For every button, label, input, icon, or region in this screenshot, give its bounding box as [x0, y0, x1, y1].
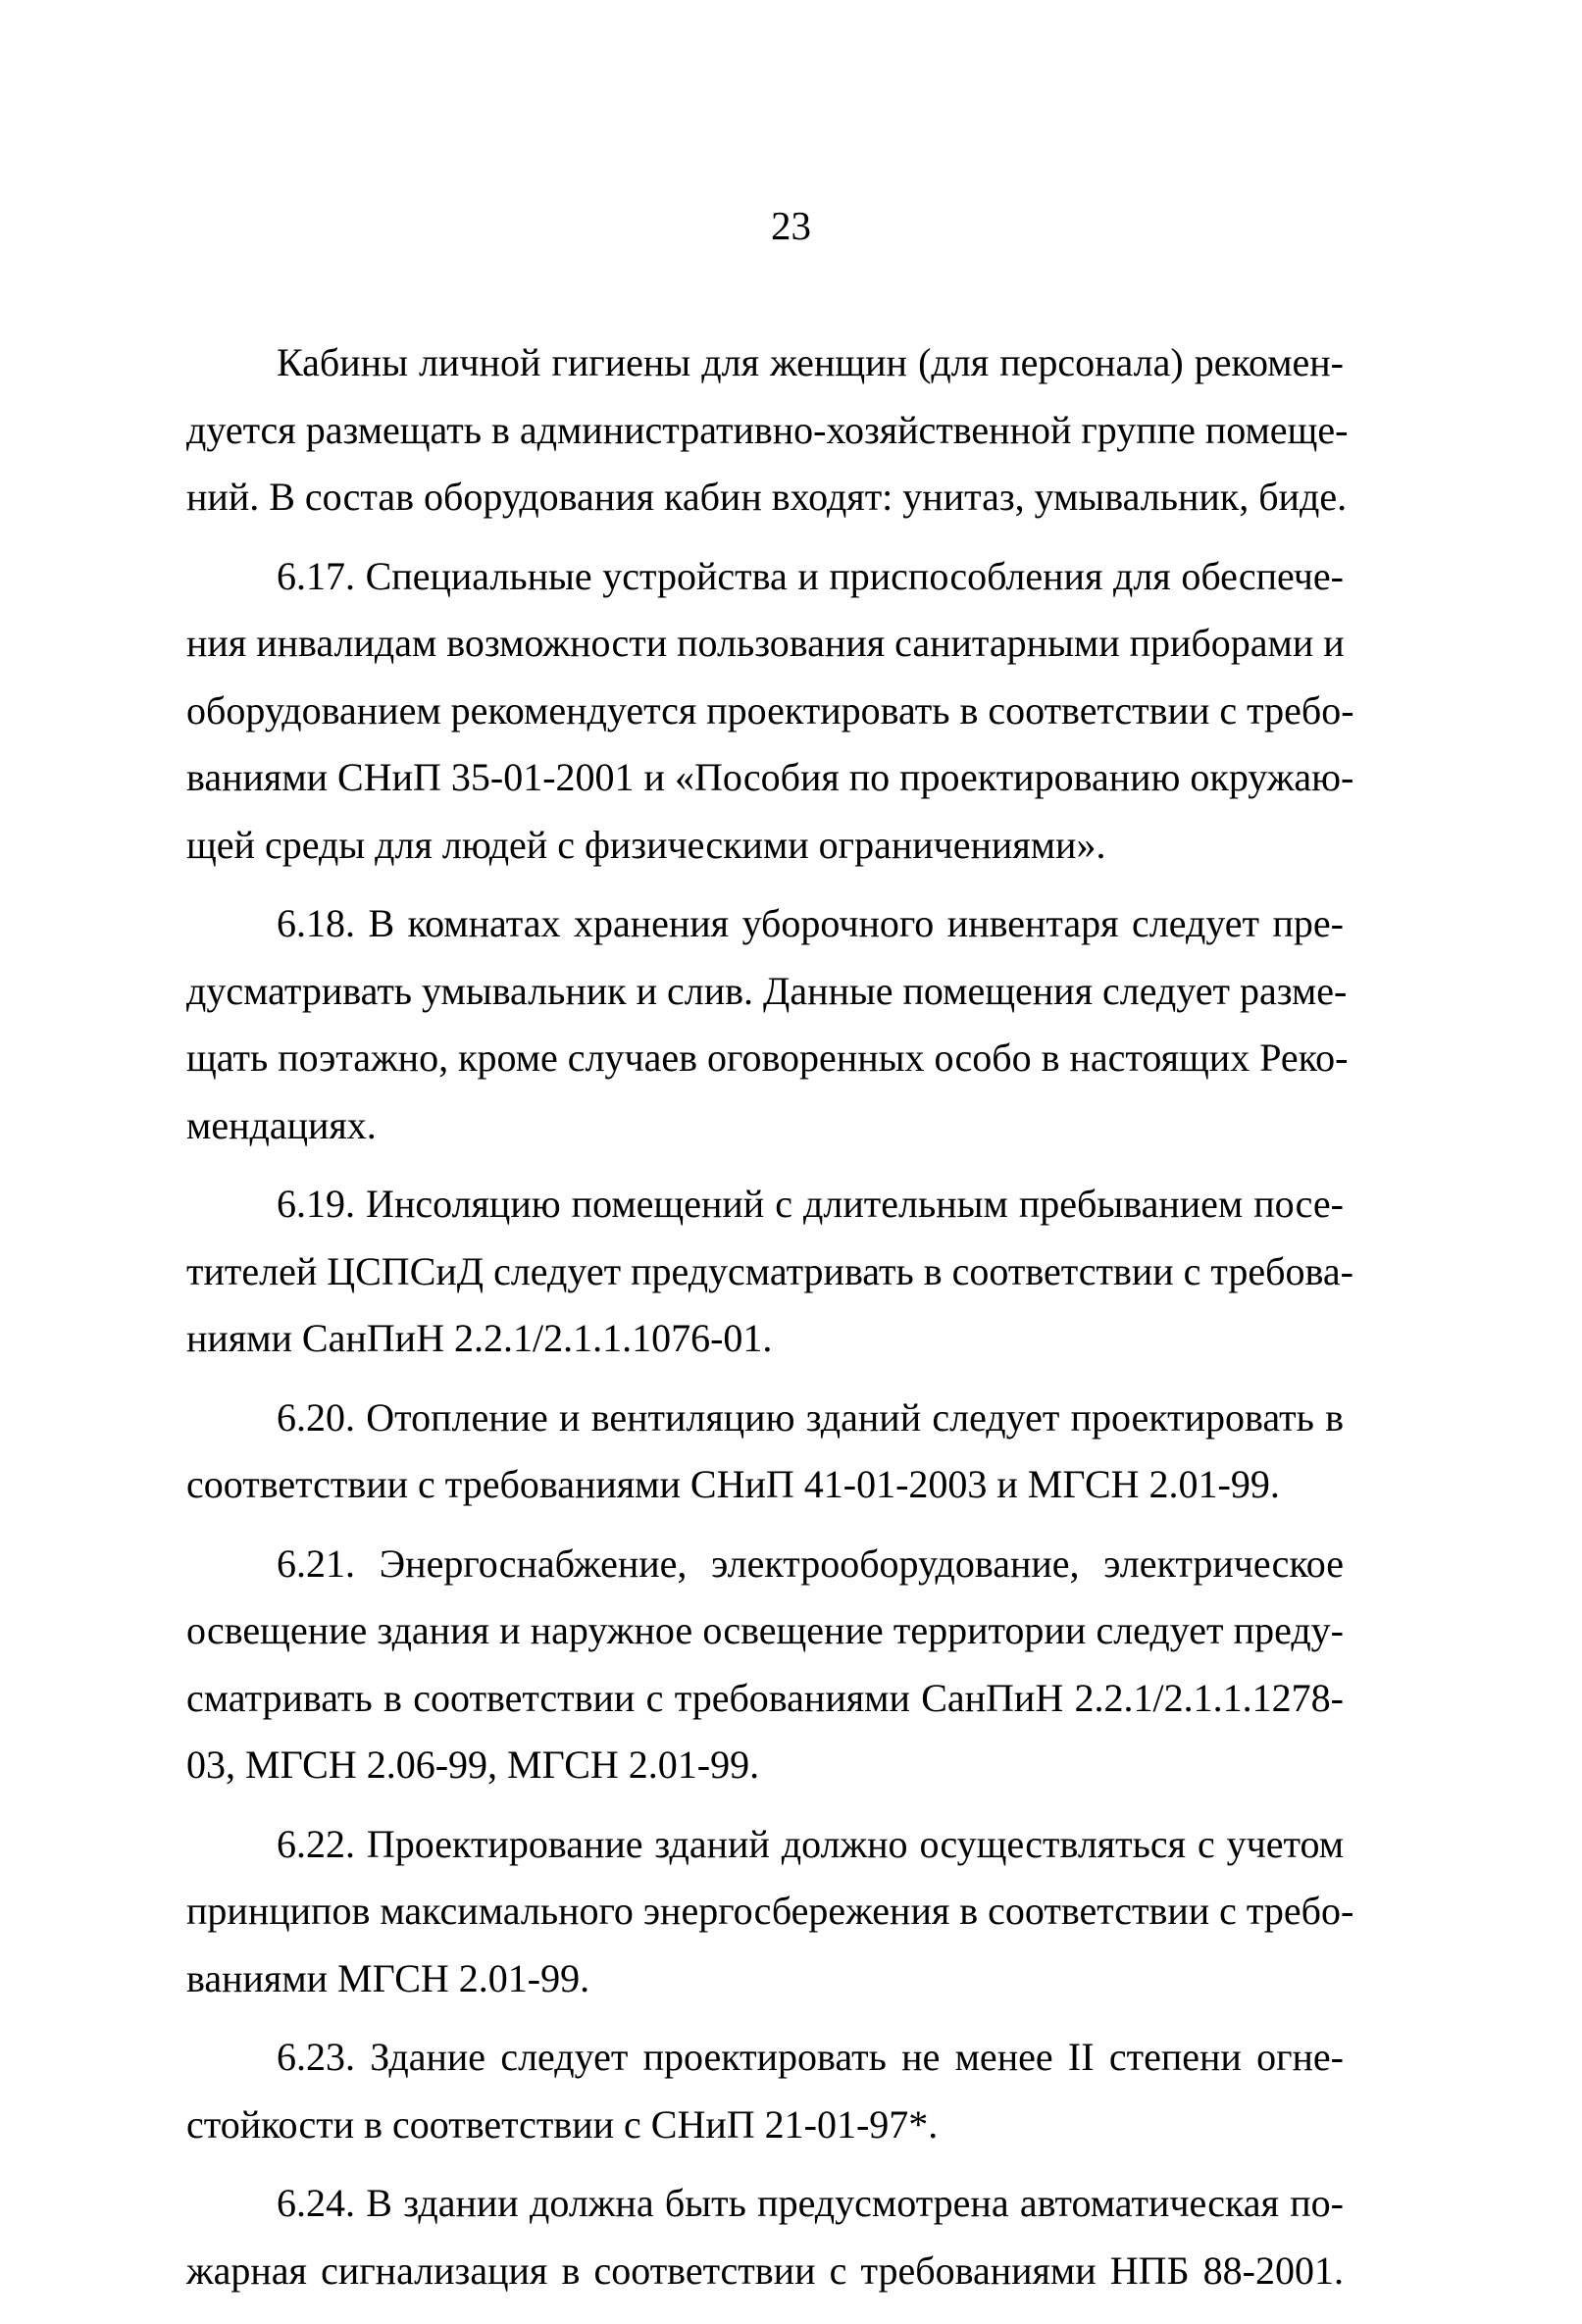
text-line: Кабины личной гигиены для женщин (для персонала) рекомен-	[277, 340, 1344, 384]
text-line: 03, МГСН 2.06-99, МГСН 2.01-99.	[186, 1743, 760, 1787]
paragraph-6-18	[186, 890, 1349, 1159]
text-line: 6.22. Проектирование зданий должно осуществляться с учетом	[277, 1821, 1344, 1866]
page-number: 23	[771, 203, 811, 248]
text-line: 6.19. Инсоляцию помещений с длительным пребыванием посе-	[277, 1182, 1344, 1226]
text-line: щать поэтажно, кроме случаев оговоренных особо в настоящих Реко-	[186, 1036, 1349, 1080]
paragraph-6-21	[186, 1531, 1344, 1799]
text-line: 6.18. В комнатах хранения уборочного инвентаря следует пре-	[277, 901, 1344, 945]
text-line: тителей ЦСПСиД следует предусматривать в соответствии с требова-	[186, 1248, 1353, 1293]
paragraph-6-22	[186, 1811, 1354, 2013]
text-line: соответствии с требованиями СНиП 41-01-2003 и МГСН 2.01-99.	[186, 1462, 1280, 1506]
document-body	[186, 329, 1354, 2316]
paragraph-6-23	[186, 2024, 1344, 2158]
text-line: принципов максимального энергосбережения в соответствии с требо-	[186, 1889, 1354, 1933]
text-line: освещение здания и наружное освещение территории следует преду-	[186, 1608, 1344, 1652]
text-line: жарная сигнализация в соответствии с требованиями НПБ 88-2001.	[186, 2248, 1344, 2293]
paragraph-6-19	[186, 1171, 1353, 1373]
paragraph-6-24	[186, 2170, 1344, 2304]
paragraph-6-17	[186, 543, 1354, 880]
text-line: оборудованием рекомендуется проектировать в соответствии с требо-	[186, 687, 1354, 733]
text-line: щей среды для людей с физическими ограничениями».	[186, 822, 1106, 867]
text-line: ния инвалидам возможности пользования санитарными приборами и	[186, 621, 1345, 665]
paragraph-6-20	[186, 1385, 1344, 1519]
text-line: 6.17. Специальные устройства и приспособления для обеспече-	[277, 553, 1344, 598]
text-line: ний. В состав оборудования кабин входят: унитаз, умывальник, биде.	[186, 475, 1348, 519]
text-line: дусматривать умывальник и слив. Данные помещения следует разме-	[186, 968, 1348, 1013]
text-line: сматривать в соответствии с требованиями СанПиН 2.2.1/2.1.1.1278-	[186, 1675, 1344, 1720]
text-line: 6.23. Здание следует проектировать не менее II степени огне-	[277, 2035, 1344, 2079]
text-line: ваниями МГСН 2.01-99.	[186, 1955, 590, 2000]
text-line: 6.21. Энергоснабжение, электрооборудование, электрическое	[277, 1541, 1344, 1586]
paragraph-intro	[186, 329, 1349, 531]
text-line: стойкости в соответствии с СНиП 21-01-97*.	[186, 2101, 939, 2147]
text-line: 6.20. Отопление и вентиляцию зданий следует проектировать в	[277, 1394, 1344, 1440]
text-line: ниями СанПиН 2.2.1/2.1.1.1076-01.	[186, 1316, 773, 1360]
text-line: дуется размещать в административно-хозяйственной группе помеще-	[186, 407, 1349, 452]
text-line: 6.24. В здании должна быть предусмотрена автоматическая по-	[277, 2181, 1344, 2225]
text-line: мендациях.	[186, 1102, 377, 1147]
text-line: ваниями СНиП 35-01-2001 и «Пособия по проектированию окружаю-	[186, 755, 1354, 799]
